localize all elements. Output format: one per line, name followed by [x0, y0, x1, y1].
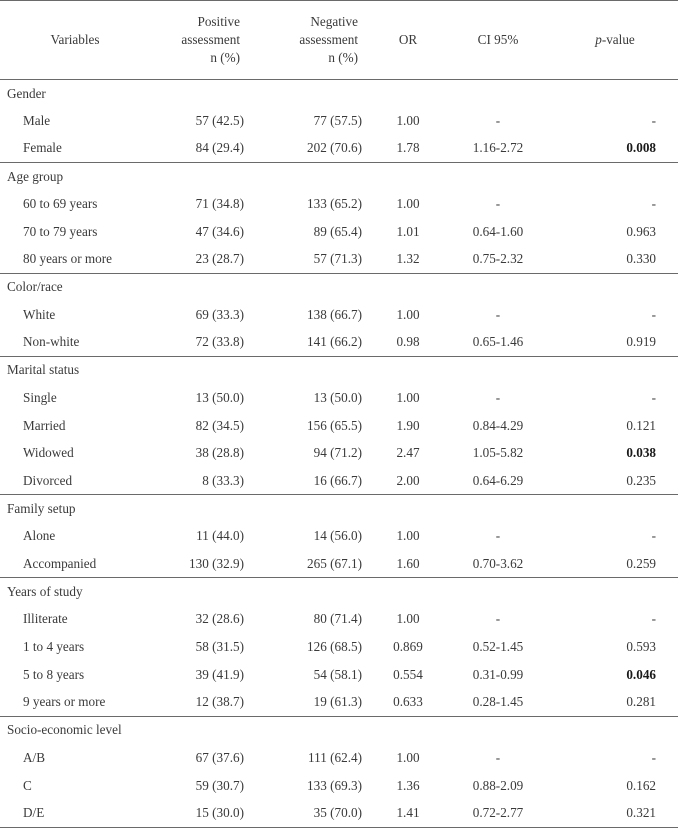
- group-header-row: [0, 495, 678, 523]
- cell-negative: 13 (50.0): [313, 389, 362, 405]
- group-label: Age group: [7, 168, 64, 184]
- row-label: Single: [23, 389, 57, 405]
- table-row: [0, 301, 678, 329]
- cell-positive: 8 (33.3): [202, 472, 244, 488]
- cell-p-value: -: [651, 528, 656, 544]
- cell-negative: 14 (56.0): [313, 528, 362, 544]
- row-label: C: [23, 777, 32, 793]
- cell-negative: 133 (65.2): [307, 196, 362, 212]
- cell-or: 1.32: [396, 251, 420, 267]
- header-or: OR: [398, 32, 418, 47]
- cell-negative: 19 (61.3): [313, 694, 362, 710]
- group-header-row: [0, 273, 678, 301]
- table-header: [0, 1, 678, 80]
- cell-ci: 0.84-4.29: [472, 417, 524, 433]
- cell-p-value: 0.330: [626, 251, 656, 267]
- table-row: [0, 550, 678, 578]
- group-label: Years of study: [7, 583, 83, 599]
- header-p-rest: -value: [601, 32, 635, 47]
- cell-or: 0.869: [393, 639, 423, 655]
- row-label: Alone: [23, 528, 56, 544]
- cell-or: 1.41: [396, 804, 420, 820]
- table-row: [0, 523, 678, 551]
- cell-p-value: 0.593: [626, 639, 656, 655]
- cell-negative: 57 (71.3): [313, 251, 362, 267]
- cell-or: 0.98: [396, 334, 420, 350]
- cell-negative: 111 (62.4): [308, 749, 362, 765]
- header-positive-assessment: [150, 1, 254, 80]
- cell-p-value: 0.235: [626, 472, 656, 488]
- header-negative-line-3: n (%): [328, 50, 358, 65]
- header-positive-line-3: n (%): [210, 50, 240, 65]
- row-label: Married: [23, 417, 66, 433]
- table-row: [0, 190, 678, 218]
- header-p-italic: p: [595, 32, 602, 47]
- cell-or: 1.00: [396, 528, 420, 544]
- cell-ci: -: [495, 306, 501, 322]
- cell-p-value: 0.046: [626, 666, 656, 682]
- cell-ci: 0.75-2.32: [472, 251, 524, 267]
- cell-or: 1.00: [396, 306, 420, 322]
- cell-p-value: 0.963: [626, 223, 656, 239]
- cell-negative: 35 (70.0): [313, 804, 362, 820]
- table-row: [0, 799, 678, 827]
- cell-ci: -: [495, 113, 501, 129]
- cell-positive: 67 (37.6): [195, 749, 244, 765]
- table-row: [0, 384, 678, 412]
- table-row: [0, 772, 678, 800]
- cell-positive: 71 (34.8): [195, 196, 244, 212]
- group-label: Marital status: [7, 362, 80, 378]
- cell-negative: 126 (68.5): [307, 639, 362, 655]
- header-negative-line-1: Negative: [310, 14, 358, 29]
- cell-ci: 0.31-0.99: [472, 666, 524, 682]
- table-row: [0, 606, 678, 634]
- cell-ci: 1.05-5.82: [472, 445, 524, 461]
- cell-positive: 72 (33.8): [195, 334, 244, 350]
- cell-positive: 57 (42.5): [195, 113, 244, 129]
- header-variables: Variables: [50, 32, 100, 47]
- header-positive-line-2: assessment: [181, 32, 240, 47]
- cell-or: 2.47: [396, 445, 420, 461]
- cell-p-value: 0.008: [626, 140, 656, 156]
- cell-or: 1.00: [396, 389, 420, 405]
- cell-or: 1.00: [396, 749, 420, 765]
- header-negative-assessment: [254, 1, 372, 80]
- cell-or: 1.78: [396, 140, 420, 156]
- table-row: [0, 329, 678, 357]
- cell-ci: 0.64-6.29: [472, 472, 524, 488]
- row-label: White: [23, 306, 56, 322]
- cell-ci: 0.72-2.77: [472, 804, 524, 820]
- cell-positive: 82 (34.5): [195, 417, 244, 433]
- cell-or: 1.00: [396, 611, 420, 627]
- cell-p-value: 0.259: [626, 555, 656, 571]
- row-label: 70 to 79 years: [23, 223, 98, 239]
- cell-negative: 80 (71.4): [313, 611, 362, 627]
- cell-negative: 202 (70.6): [307, 140, 362, 156]
- table-row: [0, 412, 678, 440]
- cell-positive: 32 (28.6): [195, 611, 244, 627]
- cell-or: 0.554: [393, 666, 423, 682]
- row-label: Divorced: [23, 472, 73, 488]
- row-label: D/E: [23, 804, 45, 820]
- cell-p-value: 0.281: [626, 694, 656, 710]
- cell-p-value: 0.919: [626, 334, 656, 350]
- cell-negative: 94 (71.2): [313, 445, 362, 461]
- cell-p-value: -: [651, 196, 656, 212]
- cell-negative: 133 (69.3): [307, 777, 362, 793]
- cell-positive: 12 (38.7): [195, 694, 244, 710]
- table-row: [0, 135, 678, 163]
- cell-ci: 0.88-2.09: [472, 777, 524, 793]
- cell-or: 1.01: [396, 223, 420, 239]
- row-label: Non-white: [23, 334, 80, 350]
- cell-negative: 138 (66.7): [307, 306, 362, 322]
- cell-positive: 38 (28.8): [195, 445, 244, 461]
- group-header-row: [0, 356, 678, 384]
- group-header-row: [0, 80, 678, 108]
- cell-p-value: -: [651, 389, 656, 405]
- cell-positive: 58 (31.5): [195, 639, 244, 655]
- header-ci: CI 95%: [477, 32, 519, 47]
- cell-or: 1.00: [396, 113, 420, 129]
- header-positive-line-1: Positive: [197, 14, 240, 29]
- cell-p-value: -: [651, 113, 656, 129]
- table-row: [0, 218, 678, 246]
- cell-ci: 1.16-2.72: [472, 140, 524, 156]
- group-label: Color/race: [7, 279, 63, 295]
- header-negative-line-2: assessment: [299, 32, 358, 47]
- cell-ci: -: [495, 528, 501, 544]
- cell-p-value: -: [651, 749, 656, 765]
- table-row: [0, 689, 678, 717]
- cell-ci: 0.65-1.46: [472, 334, 524, 350]
- cell-ci: 0.70-3.62: [472, 555, 524, 571]
- row-label: 1 to 4 years: [23, 639, 85, 655]
- table-row: [0, 661, 678, 689]
- row-label: Male: [23, 113, 51, 129]
- cell-positive: 59 (30.7): [195, 777, 244, 793]
- cell-negative: 156 (65.5): [307, 417, 362, 433]
- cell-or: 0.633: [393, 694, 423, 710]
- row-label: 60 to 69 years: [23, 196, 98, 212]
- cell-or: 1.36: [396, 777, 420, 793]
- table-row: [0, 107, 678, 135]
- cell-p-value: -: [651, 611, 656, 627]
- cell-negative: 54 (58.1): [313, 666, 362, 682]
- cell-negative: 89 (65.4): [313, 223, 362, 239]
- group-label: Socio-economic level: [7, 722, 122, 738]
- group-label: Gender: [7, 85, 46, 101]
- cell-positive: 23 (28.7): [195, 251, 244, 267]
- row-label: Illiterate: [23, 611, 68, 627]
- row-label: 5 to 8 years: [23, 666, 85, 682]
- cell-or: 2.00: [396, 472, 420, 488]
- group-header-row: [0, 716, 678, 744]
- table-row: [0, 633, 678, 661]
- cell-ci: 0.64-1.60: [472, 223, 524, 239]
- cell-ci: -: [495, 389, 501, 405]
- cell-negative: 77 (57.5): [313, 113, 362, 129]
- cell-p-value: 0.038: [626, 445, 656, 461]
- row-label: Accompanied: [23, 555, 97, 571]
- group-label: Family setup: [7, 500, 76, 516]
- cell-negative: 16 (66.7): [313, 472, 362, 488]
- cell-positive: 13 (50.0): [195, 389, 244, 405]
- cell-ci: 0.28-1.45: [472, 694, 524, 710]
- row-label: A/B: [23, 749, 45, 765]
- cell-ci: -: [495, 196, 501, 212]
- cell-ci: 0.52-1.45: [472, 639, 524, 655]
- cell-ci: -: [495, 611, 501, 627]
- cell-p-value: 0.121: [626, 417, 656, 433]
- group-header-row: [0, 163, 678, 191]
- cell-positive: 47 (34.6): [195, 223, 244, 239]
- table-row: [0, 744, 678, 772]
- table-row: [0, 246, 678, 274]
- cell-positive: 11 (44.0): [196, 528, 244, 544]
- table-body: [0, 80, 678, 828]
- cell-or: 1.90: [396, 417, 420, 433]
- cell-negative: 265 (67.1): [307, 555, 362, 571]
- cell-ci: -: [495, 749, 501, 765]
- cell-p-value: -: [651, 306, 656, 322]
- cell-positive: 130 (32.9): [189, 555, 244, 571]
- header-row: [0, 1, 678, 80]
- cell-or: 1.00: [396, 196, 420, 212]
- row-label: 9 years or more: [23, 694, 106, 710]
- cell-negative: 141 (66.2): [307, 334, 362, 350]
- cell-positive: 15 (30.0): [195, 804, 244, 820]
- header-p-value: [552, 1, 678, 80]
- cell-positive: 84 (29.4): [195, 140, 244, 156]
- table-row: [0, 467, 678, 495]
- cell-positive: 69 (33.3): [195, 306, 244, 322]
- table-row: [0, 439, 678, 467]
- group-header-row: [0, 578, 678, 606]
- row-label: 80 years or more: [23, 251, 112, 267]
- cell-p-value: 0.162: [626, 777, 656, 793]
- cell-or: 1.60: [396, 555, 420, 571]
- row-label: Female: [23, 140, 62, 156]
- row-label: Widowed: [23, 445, 74, 461]
- cell-positive: 39 (41.9): [195, 666, 244, 682]
- cell-p-value: 0.321: [626, 804, 656, 820]
